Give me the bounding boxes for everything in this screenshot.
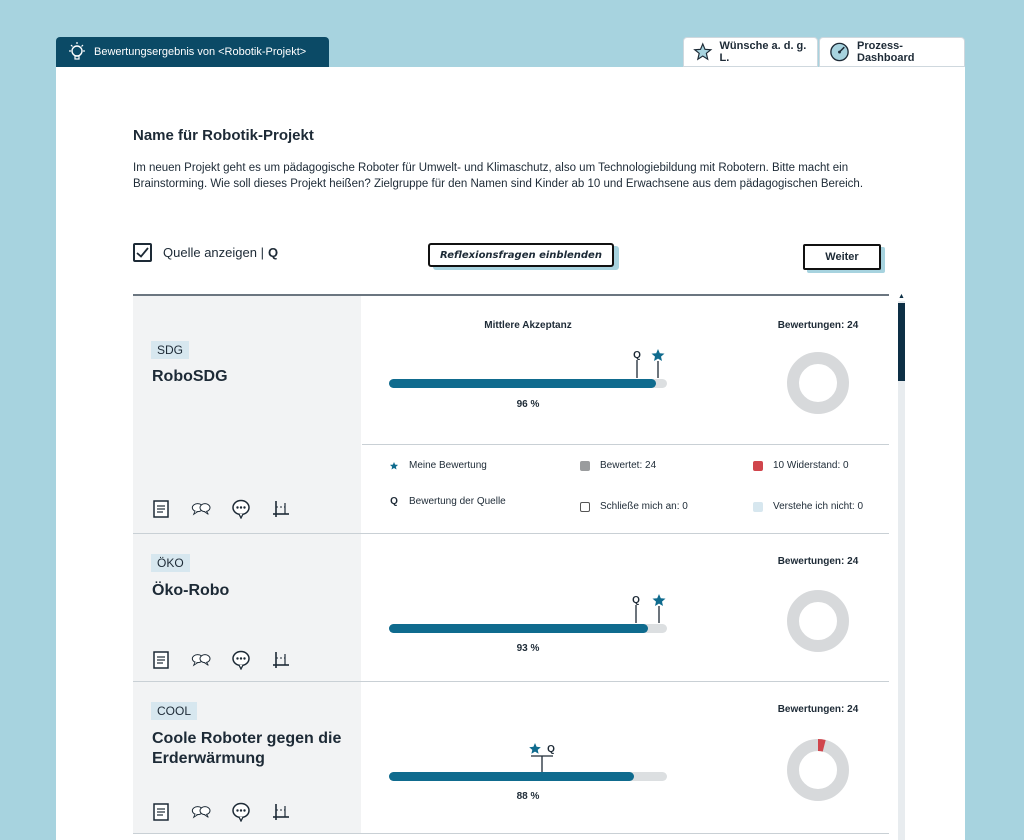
source-marker-label: Q	[633, 350, 641, 361]
speech-bubbles-icon[interactable]	[191, 802, 211, 822]
scrollbar-track[interactable]	[898, 301, 905, 840]
ratings-count: Bewertungen: 24	[777, 320, 859, 331]
not-understood-swatch	[753, 502, 763, 512]
dashboard-button-label: Prozess-Dashboard	[857, 40, 915, 64]
legend-resistance-label: 10 Widerstand: 0	[773, 460, 849, 471]
wishes-button-label: Wünsche a. d. g. L.	[719, 40, 807, 64]
dashboard-button[interactable]	[819, 37, 965, 67]
scroll-up-icon[interactable]: ▲	[898, 293, 905, 300]
chart-axis-icon[interactable]	[271, 802, 291, 822]
my-rating-star-icon	[650, 348, 666, 378]
acceptance-label: Mittlere Akzeptanz	[484, 320, 572, 331]
legend-rated	[580, 460, 656, 471]
show-source-toggle[interactable]	[133, 243, 278, 262]
acceptance-bar-fill	[389, 772, 634, 781]
speech-bubbles-icon[interactable]	[191, 499, 211, 519]
item-title: RoboSDG	[152, 368, 228, 385]
item-label-column	[133, 296, 361, 533]
legend-not-understood	[753, 501, 863, 512]
legend-agree	[580, 501, 688, 512]
list-item[interactable]	[133, 534, 889, 682]
acceptance-bar	[389, 772, 667, 781]
checkmark-icon	[136, 247, 149, 258]
legend-rated-label: Bewertet: 24	[600, 460, 657, 471]
result-tab-label: Bewertungsergebnis von <Robotik-Projekt>	[94, 46, 307, 58]
next-button[interactable]: Weiter	[803, 244, 881, 270]
ratings-count: Bewertungen: 24	[777, 556, 859, 567]
item-tag: ÖKO	[151, 554, 190, 572]
combined-marker	[528, 742, 560, 772]
item-actions	[151, 650, 291, 670]
chart-axis-icon[interactable]	[271, 650, 291, 670]
ratings-donut	[785, 737, 851, 803]
document-icon[interactable]	[151, 802, 171, 822]
source-marker-label: Q	[632, 595, 640, 606]
show-source-checkbox[interactable]	[133, 243, 152, 262]
star-person-icon	[692, 41, 714, 63]
legend-agree-label: Schließe mich an: 0	[600, 501, 688, 512]
acceptance-bar	[389, 624, 667, 633]
legend-resistance	[753, 460, 849, 471]
legend-source-rating-label: Bewertung der Quelle	[409, 496, 506, 507]
star-icon	[389, 461, 399, 471]
chat-dots-icon[interactable]	[231, 499, 251, 519]
result-tab[interactable]	[56, 37, 329, 67]
source-marker-label: Q	[547, 744, 555, 755]
document-icon[interactable]	[151, 650, 171, 670]
chat-dots-icon[interactable]	[231, 802, 251, 822]
item-actions	[151, 802, 291, 822]
item-tag: COOL	[151, 702, 197, 720]
source-q-icon: Q	[390, 496, 398, 507]
page-description: Im neuen Projekt geht es um pädagogische Roboter für Umwelt- und Klimaschutz, also um Technologiebildung mit Robotern. Bitte macht ein Brainstorming. Wie soll dieses Projekt heißen? Zielgruppe für den Namen sind Kinder ab 10 und Erwachsene aus dem pädagogischen Bereich.	[133, 162, 864, 190]
acceptance-bar	[389, 379, 667, 388]
acceptance-percent: 93 %	[516, 643, 540, 654]
list-item[interactable]	[133, 682, 889, 834]
ratings-donut	[785, 350, 851, 416]
item-title: Öko-Robo	[152, 582, 230, 599]
main-panel	[56, 67, 965, 840]
list-item[interactable]	[133, 296, 889, 534]
rated-swatch	[580, 461, 590, 471]
show-source-label: Quelle anzeigen |	[163, 245, 264, 260]
lightbulb-icon	[66, 41, 88, 63]
legend-source-rating	[389, 496, 506, 507]
item-actions	[151, 499, 291, 519]
acceptance-bar-fill	[389, 624, 648, 633]
ratings-count: Bewertungen: 24	[777, 704, 859, 715]
acceptance-percent: 96 %	[516, 399, 540, 410]
legend-not-understood-label: Verstehe ich nicht: 0	[773, 501, 864, 512]
legend-my-rating	[389, 460, 487, 471]
agree-swatch	[580, 502, 590, 512]
speech-bubbles-icon[interactable]	[191, 650, 211, 670]
item-tag: SDG	[151, 341, 189, 359]
acceptance-percent: 88 %	[516, 791, 540, 802]
chat-dots-icon[interactable]	[231, 650, 251, 670]
wishes-button[interactable]	[683, 37, 818, 67]
item-title: Coole Roboter gegen die Erderwärmung	[152, 730, 342, 767]
page-title: Name für Robotik-Projekt	[133, 127, 314, 144]
resistance-swatch	[753, 461, 763, 471]
gauge-icon	[828, 41, 851, 63]
acceptance-bar-fill	[389, 379, 656, 388]
legend-my-rating-label: Meine Bewertung	[409, 460, 487, 471]
my-rating-star-icon	[529, 743, 541, 754]
source-marker	[629, 348, 645, 378]
chart-axis-icon[interactable]	[271, 499, 291, 519]
document-icon[interactable]	[151, 499, 171, 519]
scrollbar-thumb[interactable]	[898, 303, 905, 381]
my-rating-star-icon	[651, 593, 667, 623]
reflection-questions-button[interactable]: Reflexionsfragen einblenden	[428, 243, 614, 267]
legend-divider	[362, 444, 889, 445]
ratings-donut	[785, 588, 851, 654]
source-marker	[628, 593, 644, 623]
show-source-key: Q	[267, 245, 279, 260]
